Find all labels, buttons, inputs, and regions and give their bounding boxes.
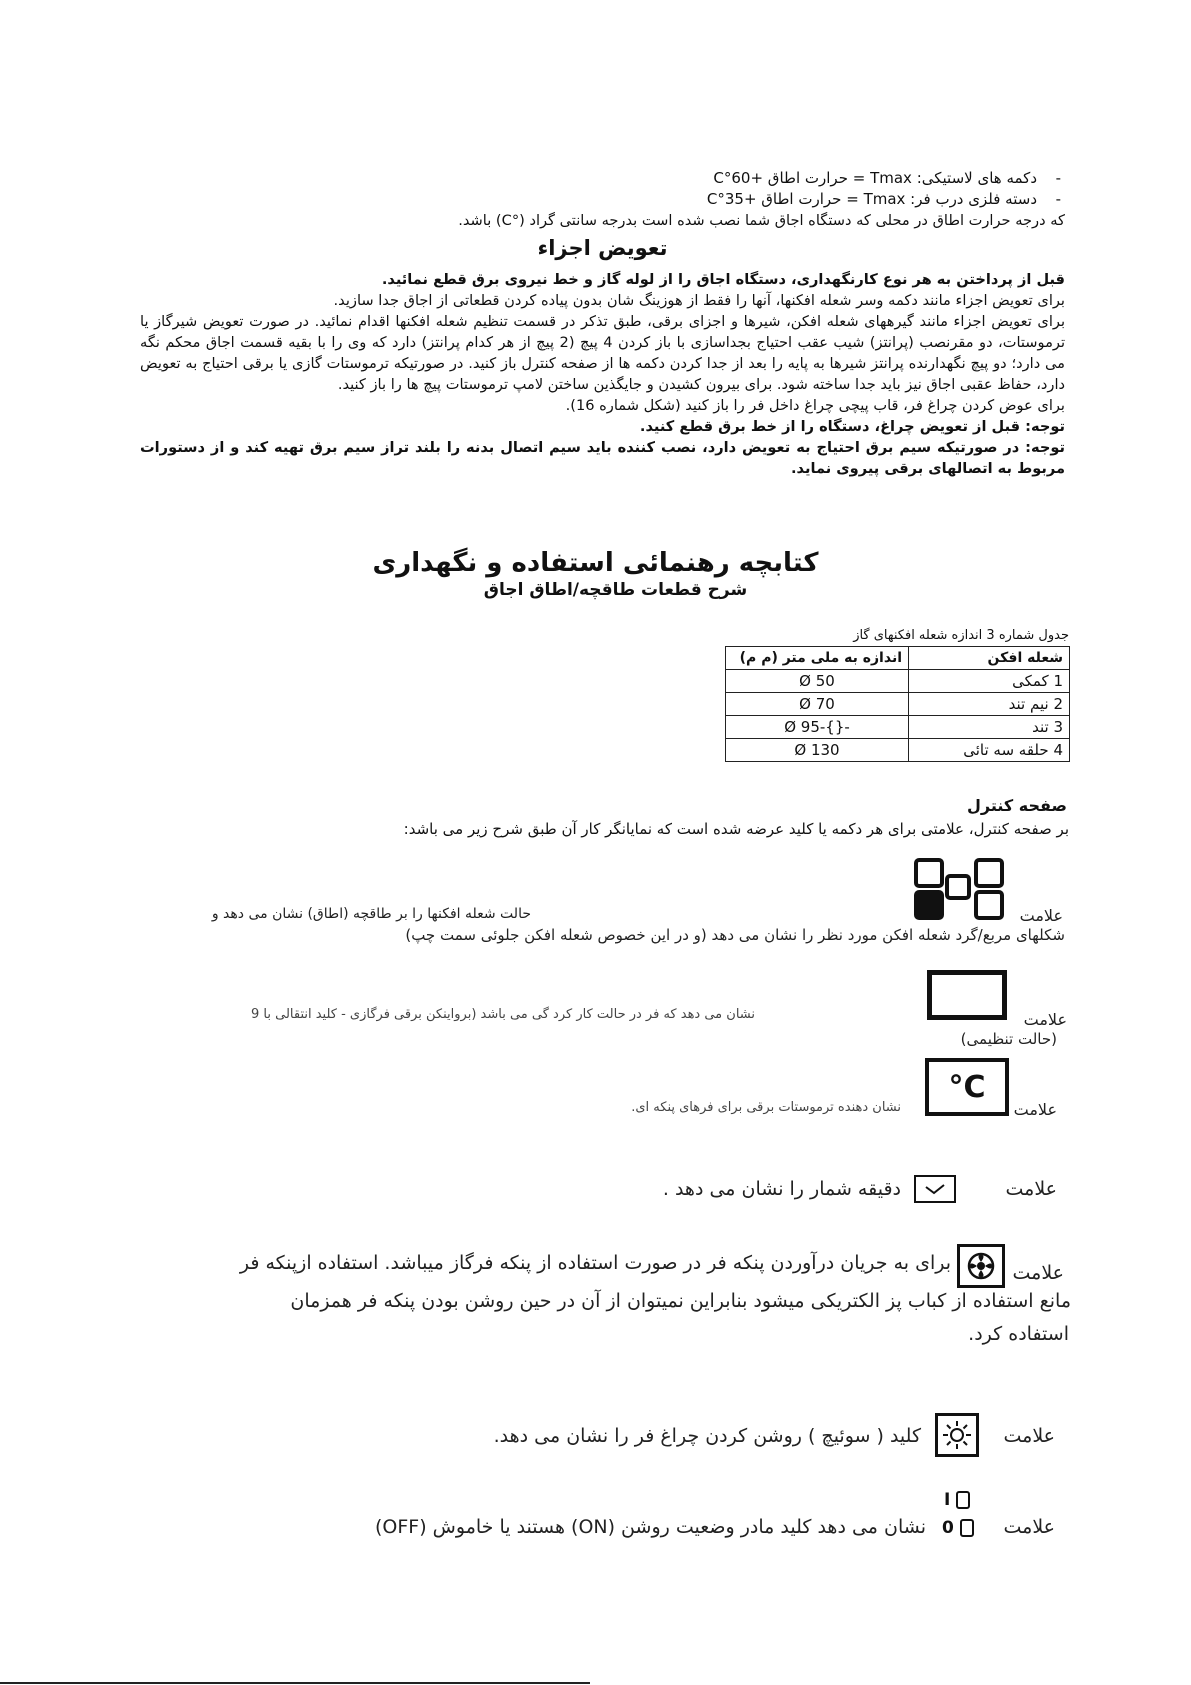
thermostat-icon [925, 1058, 1009, 1116]
burner-name: نیم تند [1008, 695, 1049, 713]
replace-paragraph-2: برای تعویض اجزاء مانند گیرههای شعله افکن، شیرها و اجزای برقی، طبق تذکر در قسمت تنظیم شعله افکنها اقدام نمائید. در صورت تعویض شیرگاز یا ترموستات، دو مقرنصب (پرانتز) شیب عقب احتیاج بجداسازی با باز کردن 4 پیچ (2 پیچ از هر کدام پرانتز) دارد که وی را با بقیه قسمت اجاق محکم نگه می دارد؛ دو پیچ نگهدارنده پرانتز شیرها به پایه را بعد از جدا کردن دکمه ها از صفحه کنترل باز کنید. در صورتیکه ترموستات گازی یا برقی احتیاج به تعویض دارد، حفاظ عقبی اجاق نیز باید جدا ساخته شود. برای بیرون کشیدن و جایگذین ساختن لامپ ترموستات پیچ ها را باز کنید. [140, 313, 1066, 393]
temperature-note: که درجه حرارت اطاق در محلی که دستگاه اجاق شما نصب شده است بدرجه سانتی گراد (°C) باشد. [458, 212, 1065, 229]
symbol-2-label: علامت [1023, 1010, 1067, 1029]
replace-paragraph-3: برای عوض کردن چراغ فر، قاب پیچی چراغ داخل فر را باز کنید (شکل شماره 16). [565, 397, 1065, 414]
symbol-4-label: علامت [1005, 1178, 1057, 1200]
burner-name-cell [909, 693, 1070, 716]
burner-square-icon [914, 858, 944, 888]
symbol-3-text: نشان دهنده ترموستات برقی برای فرهای پنکه ای. [631, 1100, 901, 1115]
symbol-4-text: دقیقه شمار را نشان می دهد . [662, 1178, 901, 1200]
symbol-5-line-1: برای به جریان درآوردن پنکه فر در صورت استفاده از پنکه فرگاز میباشد. استفاده ازپنکه فر [239, 1252, 951, 1274]
symbol-6-text: کلید ( سوئیچ ) روشن کردن چراغ فر را نشان می دهد. [493, 1425, 921, 1447]
lamp-icon [935, 1413, 979, 1457]
symbol-2-sublabel: (حالت تنظیمی) [960, 1030, 1057, 1048]
replace-paragraph-1: برای تعویض اجزاء مانند دکمه وسر شعله افکنها، آنها را فقط از هوزینگ شان بدون پیاده کردن قطعاتی از اجاق جدا سازید. [333, 292, 1065, 309]
replace-parts-heading: تعویض اجزاء [537, 236, 668, 260]
row-number: 1 [1053, 672, 1063, 690]
replace-warning: قبل از پرداختن به هر نوع کارنگهداری، دستگاه اجاق را از لوله گاز و خط نیروی برق قطع نمائید. [381, 271, 1065, 288]
table-row [726, 739, 1070, 762]
bullet-oven-handle: - دسته فلزی درب فر: Tmax = حرارت اطاق +35°C [140, 189, 1065, 210]
switch-on-symbol: I [944, 1490, 951, 1510]
symbol-1-label: علامت [1019, 906, 1063, 925]
table-header-burner: شعله افکن [909, 647, 1070, 670]
control-panel-intro: بر صفحه کنترل، علامتی برای هر دکمه یا کلید عرضه شده است که نمایانگر کار آن طبق شرح زیر می باشد: [403, 820, 1069, 838]
sun-icon [941, 1419, 973, 1451]
symbol-2-text: نشان می دهد که فر در حالت کار کرد گی می باشد (برواینکن برقی فرگازی - کلید انتقالی با 9 [250, 1007, 755, 1022]
celsius-icon-text: °C [948, 1069, 986, 1105]
oven-mode-icon [927, 970, 1007, 1020]
replace-note-1: توجه: قبل از تعویض چراغ، دستگاه را از خط برق قطع کنید. [639, 418, 1065, 435]
burner-name: حلقه سه تائی [963, 741, 1049, 759]
burner-name-cell [909, 670, 1070, 693]
page-edge-line [0, 1682, 590, 1684]
burner-size-table [725, 646, 1070, 762]
burner-size-cell: Ø 50 [726, 670, 909, 693]
table-row [726, 670, 1070, 693]
burner-square-icon [974, 858, 1004, 888]
symbol-1-text: حالت شعله افکنها را بر طاقچه (اطاق) نشان می دهد و [211, 906, 531, 922]
symbol-5-line-2: مانع استفاده از کباب پز الکتریکی میشود بنابراین نمیتوان از آن در حین روشن بودن پنکه فر همزمان [290, 1290, 1071, 1312]
symbol-1-description: شکلهای مربع/گرد شعله افکن مورد نظر را نشان می دهد (و در این خصوص شعله افکن جلوئی سمت چپ) [405, 926, 1065, 944]
table-caption: جدول شماره 3 اندازه شعله افکنهای گاز [853, 628, 1069, 643]
symbol-5-line-3: استفاده کرد. [968, 1323, 1069, 1345]
row-number: 3 [1053, 718, 1063, 736]
burner-size-cell: Ø 70 [726, 693, 909, 716]
bullet-rubber-knobs: - دکمه های لاستیکی: Tmax = حرارت اطاق +60°C [140, 168, 1065, 189]
table-row [726, 693, 1070, 716]
control-panel-title: صفحه کنترل [967, 796, 1067, 815]
burner-name: تند [1032, 718, 1049, 736]
fan-icon [957, 1244, 1005, 1288]
fan-blades-icon [966, 1251, 996, 1281]
switch-off-symbol: 0 [942, 1518, 954, 1538]
symbol-5-label: علامت [1012, 1262, 1064, 1284]
burner-size-cell: -{}-Ø 95 [726, 716, 909, 739]
burner-size-cell: Ø 130 [726, 739, 909, 762]
symbol-6-label: علامت [1003, 1425, 1055, 1447]
manual-title: کتابچه رهنمائی استفاده و نگهداری [372, 548, 819, 578]
burner-square-icon [945, 874, 971, 900]
toggle-icon [960, 1519, 974, 1537]
table-header-row [726, 647, 1070, 670]
symbol-7-label: علامت [1003, 1516, 1055, 1538]
timer-check-icon [924, 1182, 946, 1196]
burner-selected-icon [914, 890, 944, 920]
hob-burners-icon [912, 858, 1006, 922]
switch-on-icon [944, 1490, 970, 1510]
symbol-7-text: نشان می دهد کلید مادر وضعیت روشن (ON) هستند یا خاموش (OFF) [375, 1516, 926, 1538]
timer-icon [914, 1175, 956, 1203]
manual-subtitle: شرح قطعات طاقچه/اطاق اجاق [483, 580, 748, 600]
burner-square-icon [974, 890, 1004, 920]
burner-name-cell [909, 739, 1070, 762]
top-section [140, 168, 1065, 479]
replace-note-2: توجه: در صورتیکه سیم برق احتیاج به تعویض دارد، نصب کننده باید سیم اتصال بدنه را بلند تراز سیم برق تهیه کند و از دستورات مربوط به اتصالهای برقی پیروی نماید. [140, 439, 1065, 477]
switch-off-icon [942, 1518, 974, 1538]
table-header-size: اندازه به ملی متر (م م) [726, 647, 909, 670]
toggle-icon [956, 1491, 970, 1509]
table-row [726, 716, 1070, 739]
row-number: 2 [1053, 695, 1063, 713]
burner-name-cell [909, 716, 1070, 739]
symbol-3-label: علامت [1013, 1100, 1057, 1119]
burner-name: کمکی [1012, 672, 1049, 690]
row-number: 4 [1053, 741, 1063, 759]
